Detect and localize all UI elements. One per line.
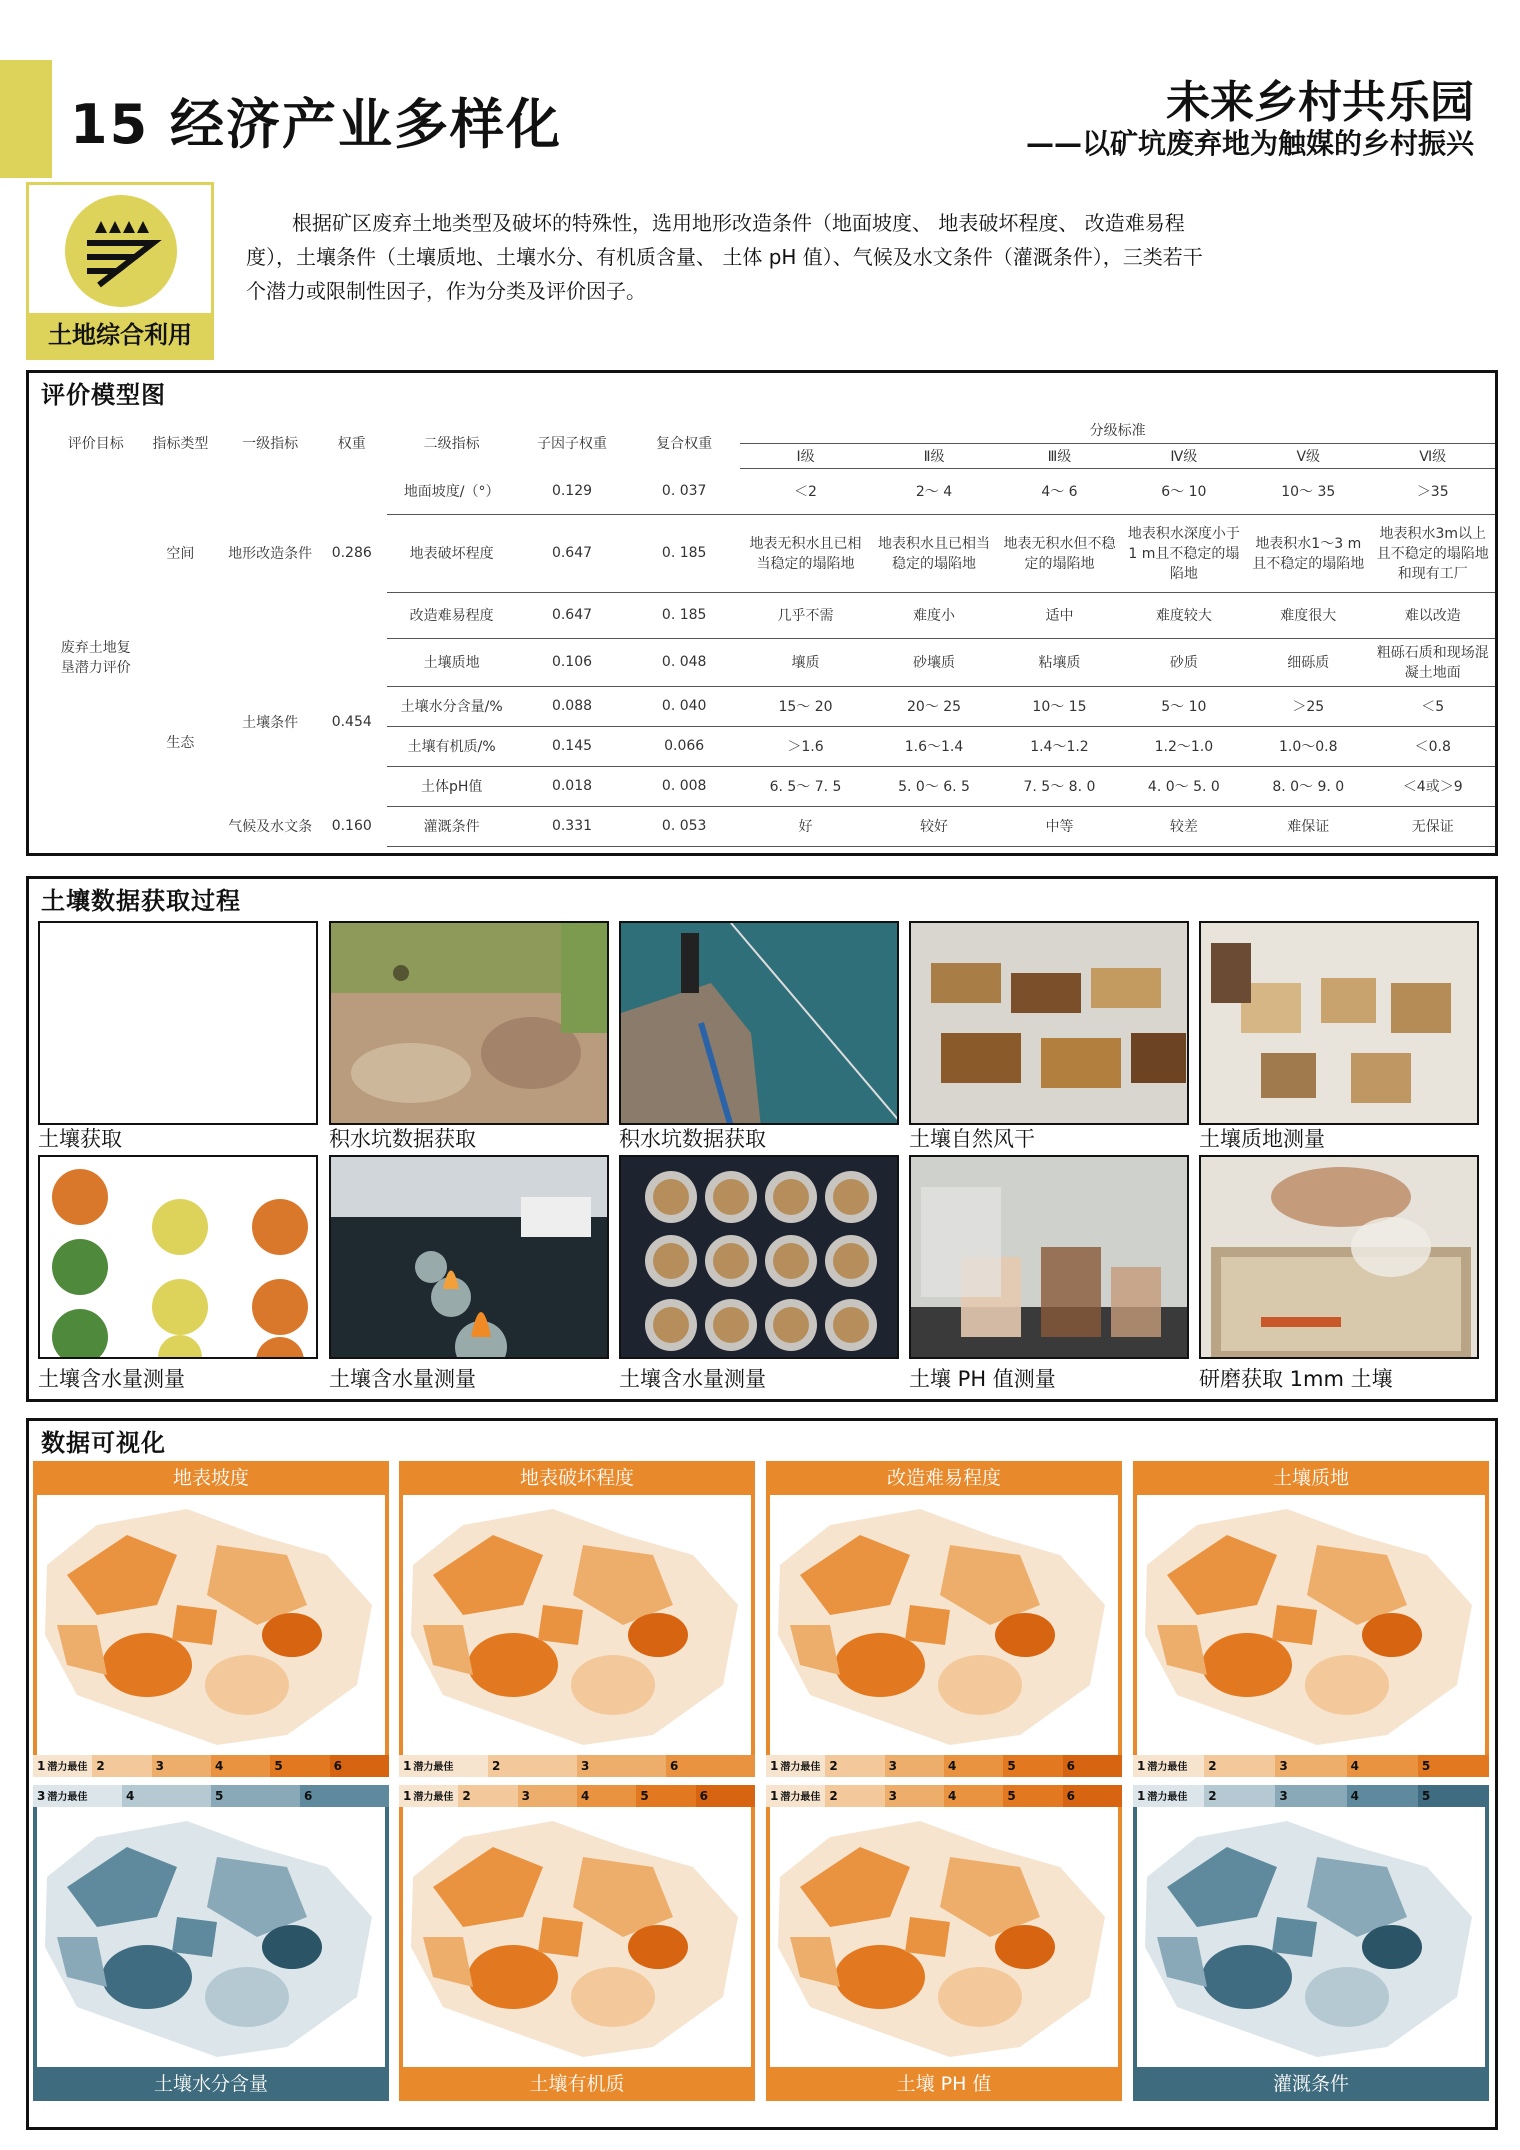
legend-level: 4 (947, 1789, 957, 1803)
grade-1: Ⅰ级 (740, 443, 871, 468)
grade-cell: 4. 0～ 5. 0 (1122, 766, 1246, 806)
grade-cell: 粘壤质 (997, 638, 1121, 686)
header-sub-weight: 子因子权重 (537, 435, 607, 452)
grade-cell: 15～ 20 (740, 686, 871, 726)
legend-best-label: 潜力最佳 (780, 1792, 821, 1803)
legend-level: 1 (403, 1789, 412, 1803)
map-canvas (1137, 1495, 1485, 1755)
grade-cell: 1.2～1.0 (1122, 726, 1246, 766)
legend-level: 5 (1007, 1759, 1016, 1773)
legend-level: 5 (215, 1789, 224, 1803)
legend-item (1418, 1785, 1489, 1807)
legend-best-label: 潜力最佳 (47, 1792, 88, 1803)
grade-cell: 1.6～1.4 (871, 726, 997, 766)
level2-name: 地表破坏程度 (387, 514, 515, 592)
legend-level: 2 (462, 1789, 471, 1803)
caption-3: 积水坑数据获取 (619, 1127, 766, 1151)
level1-terrain: 地形改造条件 (228, 546, 313, 562)
grade-cell: 较好 (871, 806, 997, 846)
map-title: 土壤有机质 (399, 2067, 755, 2101)
legend-item (330, 1755, 389, 1777)
legend-level: 1 (770, 1789, 779, 1803)
legend-item (300, 1785, 389, 1807)
map-legend (1133, 1755, 1489, 1777)
legend-item (825, 1755, 884, 1777)
legend-item (1347, 1755, 1418, 1777)
header-type: 指标类型 (152, 435, 209, 452)
legend-level: 3 (521, 1789, 531, 1803)
grade-cell: ＜4或＞9 (1370, 766, 1495, 806)
legend-item (1133, 1785, 1204, 1807)
theme-badge (26, 182, 214, 360)
map-canvas (770, 1807, 1118, 2067)
map-title: 地表破坏程度 (399, 1461, 755, 1495)
viz-section-title: 数据可视化 (41, 1429, 166, 1457)
legend-level: 2 (1208, 1759, 1217, 1773)
grade-cell: 难度很大 (1246, 592, 1370, 638)
legend-item (211, 1755, 270, 1777)
type-space: 空间 (166, 546, 195, 562)
map-canvas (770, 1495, 1118, 1755)
level2-name: 灌溉条件 (387, 806, 515, 846)
photo-air-drying (909, 921, 1189, 1125)
grade-cell: 砂壤质 (871, 638, 997, 686)
eval-section (26, 370, 1498, 856)
legend-level: 3 (1279, 1759, 1288, 1773)
legend-item (636, 1785, 695, 1807)
map-panel (766, 1461, 1122, 1777)
sub-weight-value: 0.145 (516, 726, 628, 766)
grade-cell: 10～ 15 (997, 686, 1121, 726)
legend-item (488, 1755, 577, 1777)
page-title: 15 经济产业多样化 (70, 93, 562, 156)
map-canvas (1137, 1807, 1485, 2067)
grade-cell: 细砾质 (1246, 638, 1370, 686)
map-title: 改造难易程度 (766, 1461, 1122, 1495)
map-panel (399, 1785, 755, 2101)
grade-cell: 难以改造 (1370, 592, 1495, 638)
grade-cell: 地表积水深度小于1 m且不稳定的塌陷地 (1122, 514, 1246, 592)
legend-best-label: 潜力最佳 (1147, 1792, 1188, 1803)
legend-item (152, 1755, 211, 1777)
map-title: 灌溉条件 (1133, 2067, 1489, 2101)
intro-paragraph: 根据矿区废弃土地类型及破坏的特殊性，选用地形改造条件（地面坡度、 地表破坏程度、 改造难易程度），土壤条件（土壤质地、土壤水分、有机质含量、 土体 pH 值）、气候及水文条件（灌溉条件），三类若干个潜力或限制性因子，作为分类及评价因子。 (246, 211, 1203, 303)
caption-6: 土壤含水量测量 (38, 1367, 185, 1391)
grade-cell: 10～ 35 (1246, 468, 1370, 514)
legend-item (766, 1755, 825, 1777)
level2-name: 土壤质地 (387, 638, 515, 686)
legend-item (122, 1785, 211, 1807)
legend-level: 5 (1421, 1789, 1431, 1803)
level2-name: 改造难易程度 (387, 592, 515, 638)
legend-level: 6 (670, 1759, 679, 1773)
composite-weight-value: 0. 008 (628, 766, 740, 806)
legend-item (1003, 1755, 1062, 1777)
grade-cell: 5～ 10 (1122, 686, 1246, 726)
grade-cell: 好 (740, 806, 871, 846)
legend-level: 6 (1066, 1789, 1075, 1803)
photo-grinding (1199, 1155, 1479, 1359)
composite-weight-value: 0.066 (628, 726, 740, 766)
grade-cell: 粗砾石质和现场混凝土地面 (1370, 638, 1495, 686)
level2-name: 土壤水分含量/% (387, 686, 515, 726)
viz-section (26, 1418, 1498, 2130)
grade-cell: 1.4～1.2 (997, 726, 1121, 766)
map-panel (399, 1461, 755, 1777)
map-legend (766, 1785, 1122, 1807)
map-canvas (37, 1495, 385, 1755)
composite-weight-value: 0. 185 (628, 592, 740, 638)
header-target: 评价目标 (67, 435, 124, 452)
legend-item (666, 1755, 755, 1777)
legend-item (211, 1785, 300, 1807)
map-panel (1133, 1785, 1489, 2101)
legend-level: 4 (126, 1789, 135, 1803)
map-canvas (403, 1495, 751, 1755)
legend-item (33, 1755, 92, 1777)
legend-item (270, 1755, 329, 1777)
map-title: 土壤水分含量 (33, 2067, 389, 2101)
caption-1: 土壤获取 (38, 1127, 122, 1151)
legend-level: 4 (580, 1789, 590, 1803)
legend-level: 1 (37, 1759, 46, 1773)
legend-best-label: 潜力最佳 (1147, 1762, 1188, 1773)
legend-level: 5 (1421, 1759, 1431, 1773)
type-eco: 生态 (166, 735, 195, 751)
legend-item (1133, 1755, 1204, 1777)
legend-best-label: 潜力最佳 (780, 1762, 821, 1773)
grade-cell: 1.0～0.8 (1246, 726, 1370, 766)
header-level2: 二级指标 (423, 435, 480, 452)
grade-5: Ⅴ级 (1246, 443, 1370, 468)
weight-soil: 0.454 (331, 714, 372, 730)
legend-level: 3 (888, 1789, 898, 1803)
grade-cell: 难保证 (1246, 806, 1370, 846)
legend-item (944, 1785, 1003, 1807)
sub-weight-value: 0.129 (516, 468, 628, 514)
badge-label: 土地综合利用 (29, 313, 211, 357)
legend-item (944, 1755, 1003, 1777)
map-legend (33, 1755, 389, 1777)
legend-level: 1 (1137, 1789, 1146, 1803)
legend-item (33, 1785, 122, 1807)
grade-cell: ＞35 (1370, 468, 1495, 514)
map-legend (766, 1755, 1122, 1777)
grade-cell: ＜5 (1370, 686, 1495, 726)
grade-cell: 难度小 (871, 592, 997, 638)
eval-table (55, 417, 1495, 847)
grade-cell: 地表无积水且已相当稳定的塌陷地 (740, 514, 871, 592)
caption-10: 研磨获取 1mm 土壤 (1199, 1367, 1393, 1391)
legend-item (696, 1785, 755, 1807)
grade-cell: 地表积水且已相当稳定的塌陷地 (871, 514, 997, 592)
legend-level: 2 (96, 1759, 105, 1773)
grade-cell: 无保证 (1370, 806, 1495, 846)
sub-weight-value: 0.088 (516, 686, 628, 726)
grade-cell: ＜2 (740, 468, 871, 514)
sub-weight-value: 0.331 (516, 806, 628, 846)
map-panel (766, 1785, 1122, 2101)
eval-section-title: 评价模型图 (41, 381, 166, 409)
map-legend (1133, 1785, 1489, 1807)
legend-level: 3 (581, 1759, 590, 1773)
grade-cell: 适中 (997, 592, 1121, 638)
legend-item (1275, 1785, 1346, 1807)
legend-item (577, 1785, 636, 1807)
grade-cell: 地表积水3m以上且不稳定的塌陷地和现有工厂 (1370, 514, 1495, 592)
grade-cell: 中等 (997, 806, 1121, 846)
photo-pit-data-2 (619, 921, 899, 1125)
legend-item (577, 1755, 666, 1777)
legend-item (1063, 1755, 1122, 1777)
map-panel (33, 1461, 389, 1777)
legend-level: 2 (829, 1759, 838, 1773)
header-level1: 一级指标 (242, 435, 299, 452)
map-title: 土壤 PH 值 (766, 2067, 1122, 2101)
grade-cell: 砂质 (1122, 638, 1246, 686)
map-canvas (403, 1807, 751, 2067)
legend-level: 6 (304, 1789, 313, 1803)
level2-name: 地面坡度/（°） (387, 468, 515, 514)
legend-level: 1 (1137, 1759, 1146, 1773)
caption-9: 土壤 PH 值测量 (909, 1367, 1056, 1391)
legend-level: 6 (333, 1759, 342, 1773)
legend-item (399, 1755, 488, 1777)
legend-level: 2 (829, 1789, 838, 1803)
legend-item (399, 1785, 458, 1807)
map-panel (1133, 1461, 1489, 1777)
level1-climate: 气候及水文条 (228, 819, 313, 835)
caption-5: 土壤质地测量 (1199, 1127, 1325, 1151)
legend-best-label: 潜力最佳 (413, 1792, 454, 1803)
legend-item (885, 1755, 944, 1777)
weight-climate: 0.160 (331, 818, 372, 834)
map-legend (33, 1785, 389, 1807)
grade-cell: ＞1.6 (740, 726, 871, 766)
grade-cell: 几乎不需 (740, 592, 871, 638)
legend-level: 3 (37, 1789, 46, 1803)
level1-soil: 土壤条件 (242, 715, 299, 731)
level2-name: 土壤有机质/% (387, 726, 515, 766)
grade-cell: 7. 5～ 8. 0 (997, 766, 1121, 806)
legend-level: 5 (640, 1789, 649, 1803)
composite-weight-value: 0. 185 (628, 514, 740, 592)
map-legend (399, 1785, 755, 1807)
legend-level: 2 (492, 1759, 501, 1773)
header-weight: 权重 (337, 435, 366, 452)
grade-cell: 6. 5～ 7. 5 (740, 766, 871, 806)
legend-item (825, 1785, 884, 1807)
header-grading: 分级标准 (1089, 422, 1146, 439)
map-title: 土壤质地 (1133, 1461, 1489, 1495)
legend-level: 6 (699, 1789, 708, 1803)
weight-terrain: 0.286 (331, 545, 372, 561)
legend-level: 4 (1350, 1759, 1359, 1773)
grade-cell: 难度较大 (1122, 592, 1246, 638)
legend-item (1275, 1755, 1346, 1777)
grade-cell: 4～ 6 (997, 468, 1121, 514)
sub-weight-value: 0.018 (516, 766, 628, 806)
legend-item (885, 1785, 944, 1807)
legend-level: 4 (947, 1759, 957, 1773)
accent-bar (0, 60, 52, 178)
project-subtitle: ——以矿坑废弃地为触媒的乡村振兴 (1025, 127, 1474, 160)
photo-ph-test (909, 1155, 1189, 1359)
legend-level: 1 (770, 1759, 779, 1773)
grade-cell: 壤质 (740, 638, 871, 686)
legend-level: 1 (403, 1759, 412, 1773)
sub-weight-value: 0.647 (516, 592, 628, 638)
legend-item (766, 1785, 825, 1807)
grade-cell: 较差 (1122, 806, 1246, 846)
caption-7: 土壤含水量测量 (329, 1367, 476, 1391)
grade-3: Ⅲ级 (997, 443, 1121, 468)
legend-level: 6 (1066, 1759, 1075, 1773)
grade-cell: 2～ 4 (871, 468, 997, 514)
grade-cell: ＜0.8 (1370, 726, 1495, 766)
composite-weight-value: 0. 053 (628, 806, 740, 846)
photo-soil-sampling (38, 921, 318, 1125)
land-use-icon (65, 195, 177, 307)
legend-item (518, 1785, 577, 1807)
caption-4: 土壤自然风干 (909, 1127, 1035, 1151)
eval-target: 废弃土地复垦潜力评价 (60, 640, 131, 676)
legend-level: 4 (214, 1759, 224, 1773)
legend-level: 3 (155, 1759, 165, 1773)
composite-weight-value: 0. 037 (628, 468, 740, 514)
legend-item (1204, 1785, 1275, 1807)
legend-level: 5 (274, 1759, 283, 1773)
photo-texture-test (1199, 921, 1479, 1125)
photo-moisture-2 (619, 1155, 899, 1359)
grade-cell: 20～ 25 (871, 686, 997, 726)
grade-cell: 8. 0～ 9. 0 (1246, 766, 1370, 806)
legend-best-label: 潜力最佳 (413, 1762, 454, 1773)
header-composite: 复合权重 (656, 435, 713, 452)
legend-level: 3 (1279, 1789, 1288, 1803)
legend-level: 2 (1208, 1789, 1217, 1803)
map-canvas (37, 1807, 385, 2067)
sub-weight-value: 0.106 (516, 638, 628, 686)
photo-pit-data-1 (329, 921, 609, 1125)
icon-collage (38, 1155, 318, 1359)
map-legend (399, 1755, 755, 1777)
legend-best-label: 潜力最佳 (47, 1762, 88, 1773)
grade-cell: 地表积水1～3 m且不稳定的塌陷地 (1246, 514, 1370, 592)
legend-level: 5 (1007, 1789, 1016, 1803)
legend-item (92, 1755, 151, 1777)
photo-moisture-1 (329, 1155, 609, 1359)
caption-8: 土壤含水量测量 (619, 1367, 766, 1391)
legend-item (1003, 1785, 1062, 1807)
grade-6: Ⅵ级 (1370, 443, 1495, 468)
map-title: 地表坡度 (33, 1461, 389, 1495)
caption-2: 积水坑数据获取 (329, 1127, 476, 1151)
legend-item (1204, 1755, 1275, 1777)
legend-item (1418, 1755, 1489, 1777)
grade-4: Ⅳ级 (1122, 443, 1246, 468)
composite-weight-value: 0. 048 (628, 638, 740, 686)
grade-cell: ＞25 (1246, 686, 1370, 726)
composite-weight-value: 0. 040 (628, 686, 740, 726)
process-section-title: 土壤数据获取过程 (41, 887, 241, 915)
grade-cell: 地表无积水但不稳定的塌陷地 (997, 514, 1121, 592)
sub-weight-value: 0.647 (516, 514, 628, 592)
legend-level: 4 (1350, 1789, 1359, 1803)
grade-cell: 5. 0～ 6. 5 (871, 766, 997, 806)
grade-2: Ⅱ级 (871, 443, 997, 468)
legend-item (1347, 1785, 1418, 1807)
project-title: 未来乡村共乐园 (1166, 77, 1474, 128)
process-section (26, 876, 1498, 1402)
legend-item (458, 1785, 517, 1807)
legend-item (1063, 1785, 1122, 1807)
level2-name: 土体pH值 (387, 766, 515, 806)
legend-level: 3 (888, 1759, 898, 1773)
map-panel (33, 1785, 389, 2101)
grade-cell: 6～ 10 (1122, 468, 1246, 514)
